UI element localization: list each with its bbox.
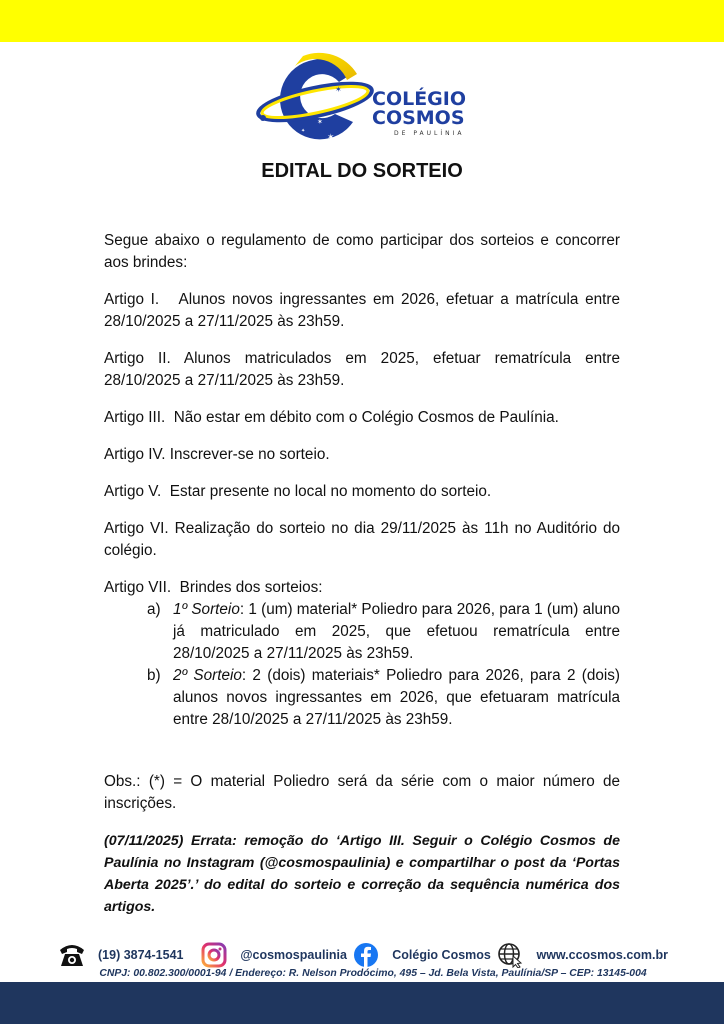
- errata-note: (07/11/2025) Errata: remoção do ‘Artigo III. Seguir o Colégio Cosmos de Paulínia no Instagram (@cosmospaulinia) e compartilhar o post da ‘Portas Aberta 2025’.’ do edital do sorteio e correção da sequência numérica dos artigos.: [104, 833, 620, 915]
- footer-phone: [58, 942, 200, 968]
- footer-facebook[interactable]: [352, 942, 496, 968]
- prize-text: : 1 (um) material* Poliedro para 2026, para 1 (um) aluno já matriculado em 2025, que efetuou rematrícula entre 28/10/2025 a 27/11/2025 às 23h59.: [173, 601, 621, 662]
- article-label: Artigo III.: [104, 409, 166, 426]
- prize-marker: b): [147, 667, 161, 684]
- footer-website[interactable]: [496, 942, 668, 968]
- logo-line-1: COLÉGIO: [372, 88, 466, 110]
- article-3: [104, 407, 620, 429]
- globe-icon: [496, 942, 524, 968]
- article-6: [104, 518, 620, 562]
- bottom-navy-bar: [0, 982, 724, 1024]
- instagram-handle: @cosmospaulinia: [240, 948, 347, 962]
- article-label: Artigo V.: [104, 483, 162, 500]
- article-text: Alunos matriculados em 2025, efetuar rematrícula entre 28/10/2025 a 27/11/2025 às 23h59.: [104, 350, 621, 389]
- document-body: [104, 230, 620, 932]
- article-text: Brindes dos sorteios:: [179, 579, 323, 596]
- facebook-page: Colégio Cosmos: [392, 948, 491, 962]
- prize-item: [147, 665, 620, 731]
- article-text: Estar presente no local no momento do sorteio.: [169, 483, 492, 500]
- page-title: EDITAL DO SORTEIO: [261, 160, 463, 182]
- observation-note: Obs.: (*) = O material Poliedro será da série com o maior número de inscrições.: [104, 773, 620, 812]
- article-label: Artigo II.: [104, 350, 171, 367]
- prize-text: : 2 (dois) materiais* Poliedro para 2026, para 2 (dois) alunos novos ingressantes em 2026, que efetuaram matrícula entre 28/10/2025 a 27/11/2025 às 23h59.: [173, 667, 621, 728]
- article-text: Não estar em débito com o Colégio Cosmos de Paulínia.: [173, 409, 559, 426]
- svg-text:✦: ✦: [351, 122, 356, 128]
- facebook-icon: [352, 942, 380, 968]
- instagram-icon: [200, 942, 228, 968]
- website-url: www.ccosmos.com.br: [536, 948, 668, 962]
- footer-instagram[interactable]: [200, 942, 352, 968]
- article-label: Artigo VI.: [104, 520, 169, 537]
- article-label: Artigo I.: [104, 291, 160, 308]
- logo-wordmark: [372, 90, 466, 137]
- article-label: Artigo VII.: [104, 579, 172, 596]
- prize-name: 2º Sorteio: [173, 667, 242, 684]
- article-7: [104, 577, 620, 599]
- phone-number: (19) 3874-1541: [98, 948, 184, 962]
- article-2: [104, 348, 620, 392]
- svg-text:✦: ✦: [301, 128, 306, 134]
- prize-list: [147, 599, 620, 731]
- article-5: [104, 481, 620, 503]
- svg-text:✶: ✶: [335, 85, 342, 94]
- footer: [58, 940, 668, 979]
- intro-paragraph: Segue abaixo o regulamento de como participar dos sorteios e concorrer aos brindes:: [104, 232, 620, 271]
- top-yellow-bar: [0, 0, 724, 42]
- cnpj-address-line: CNPJ: 00.802.300/0001-94 / Endereço: R. Nelson Prodócimo, 495 – Jd. Bela Vista, Paulínia/SP – CEP: 13145-004: [99, 968, 647, 979]
- article-1: [104, 289, 620, 333]
- article-text: Realização do sorteio no dia 29/11/2025 às 11h no Auditório do colégio.: [104, 520, 621, 559]
- article-text: Inscrever-se no sorteio.: [169, 446, 330, 463]
- prize-marker: a): [147, 601, 161, 618]
- svg-text:✶: ✶: [317, 119, 323, 126]
- article-4: [104, 444, 620, 466]
- svg-text:✶: ✶: [327, 132, 335, 142]
- prize-item: [147, 599, 620, 665]
- phone-icon: [58, 942, 86, 968]
- prize-name: 1º Sorteio: [173, 601, 240, 618]
- logo-line-2: COSMOS: [372, 107, 465, 129]
- article-label: Artigo IV.: [104, 446, 166, 463]
- logo-line-3: DE PAULÍNIA: [394, 130, 465, 137]
- article-text: Alunos novos ingressantes em 2026, efetuar a matrícula entre 28/10/2025 a 27/11/2025 às 23h59.: [104, 291, 620, 330]
